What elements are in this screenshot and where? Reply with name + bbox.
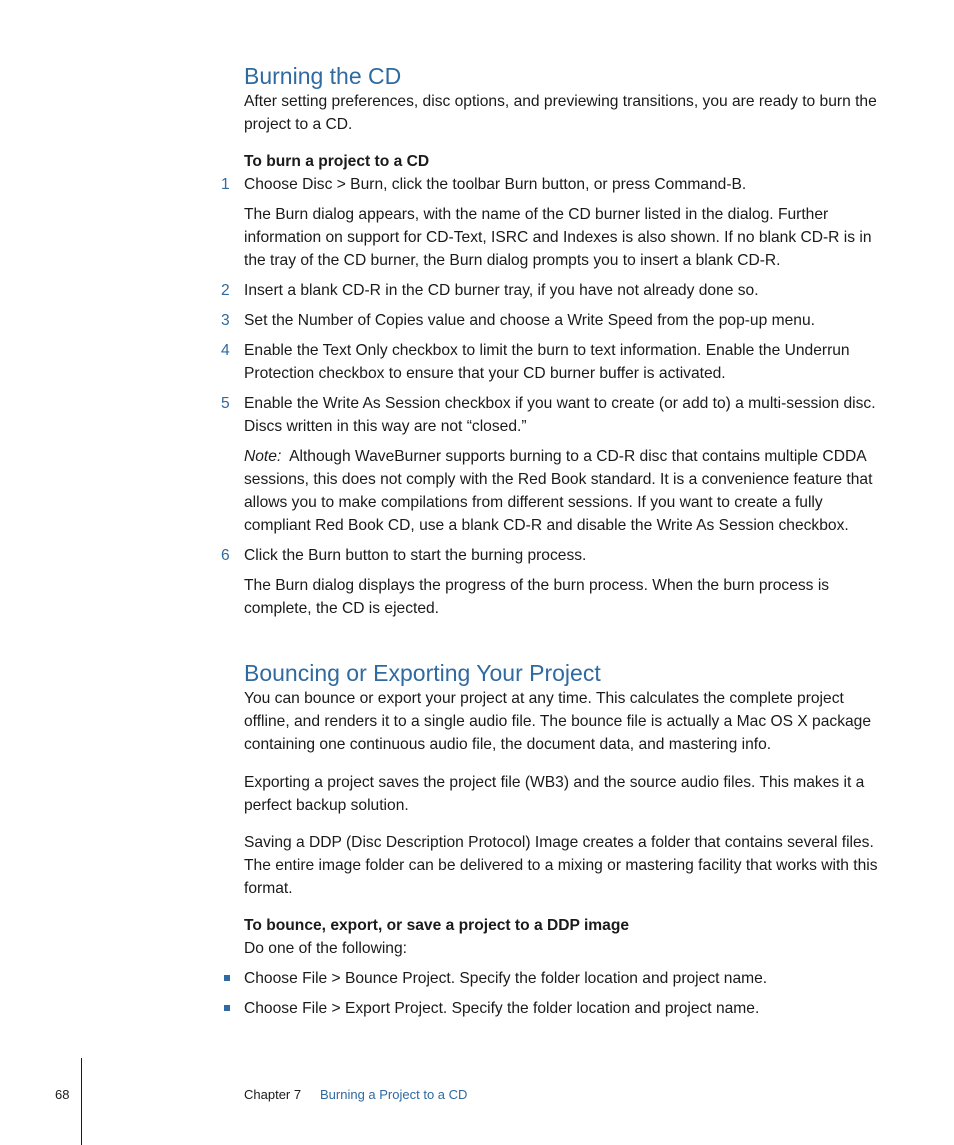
section-heading-bouncing: Bouncing or Exporting Your Project [244,660,601,686]
step-text: Enable the Text Only checkbox to limit the burn to text information. Enable the Underrun Protection checkbox to ensure that your CD burner buffer is activated. [244,342,850,382]
intro-paragraph: After setting preferences, disc options, and previewing transitions, you are ready to burn the project to a CD. [244,93,877,133]
step-number: 2 [221,282,230,299]
step-detail: The Burn dialog appears, with the name of the CD burner listed in the dialog. Further information on support for CD-Text, ISRC and Indexes is also shown. If no blank CD-R is in the tray of the CD burner, the Burn dialog prompts you to insert a blank CD-R. [244,206,872,269]
step-text: Choose Disc > Burn, click the toolbar Burn button, or press Command-B. [244,176,747,193]
step-text: Enable the Write As Session checkbox if you want to create (or add to) a multi-session disc. Discs written in this way are not “closed.” [244,395,876,435]
task-heading: To burn a project to a CD [244,153,430,170]
step-text: Insert a blank CD-R in the CD burner tray, if you have not already done so. [244,282,759,299]
page-number: 68 [55,1087,70,1102]
step-number: 1 [221,176,230,193]
footer-divider [81,1058,82,1145]
note-label: Note: [244,448,282,465]
bullet-icon [224,1005,230,1011]
task-heading: To bounce, export, or save a project to a DDP image [244,917,630,934]
step-number: 4 [221,342,230,359]
step-number: 6 [221,547,230,564]
list-item: Choose File > Bounce Project. Specify the folder location and project name. [244,970,768,987]
list-item: Choose File > Export Project. Specify the folder location and project name. [244,1000,760,1017]
step-number: 5 [221,395,230,412]
section-heading-burning: Burning the CD [244,63,402,89]
body-paragraph: Saving a DDP (Disc Description Protocol) Image creates a folder that contains several files. The entire image folder can be delivered to a mixing or mastering facility that works with this format. [244,834,878,897]
body-paragraph: Exporting a project saves the project file (WB3) and the source audio files. This makes it a perfect backup solution. [244,774,865,814]
step-text: Click the Burn button to start the burning process. [244,547,587,564]
footer-chapter: Chapter 7 [244,1087,302,1102]
task-intro: Do one of the following: [244,940,407,957]
body-paragraph: You can bounce or export your project at any time. This calculates the complete project offline, and renders it to a single audio file. The bounce file is actually a Mac OS X package containing one continuous audio file, the document data, and mastering info. [244,690,872,753]
step-number: 3 [221,312,230,329]
step-text: Set the Number of Copies value and choose a Write Speed from the pop-up menu. [244,312,815,329]
step-detail: The Burn dialog displays the progress of the burn process. When the burn process is complete, the CD is ejected. [244,577,830,617]
note-paragraph [244,445,884,537]
note-text: Although WaveBurner supports burning to a CD-R disc that contains multiple CDDA sessions, this does not comply with the Red Book standard. It is a convenience feature that allows you to make compilations from different sessions. If you want to create a fully compliant Red Book CD, use a blank CD-R and disable the Write As Session checkbox. [244,448,873,534]
bullet-icon [224,975,230,981]
footer-chapter-title: Burning a Project to a CD [320,1087,468,1102]
